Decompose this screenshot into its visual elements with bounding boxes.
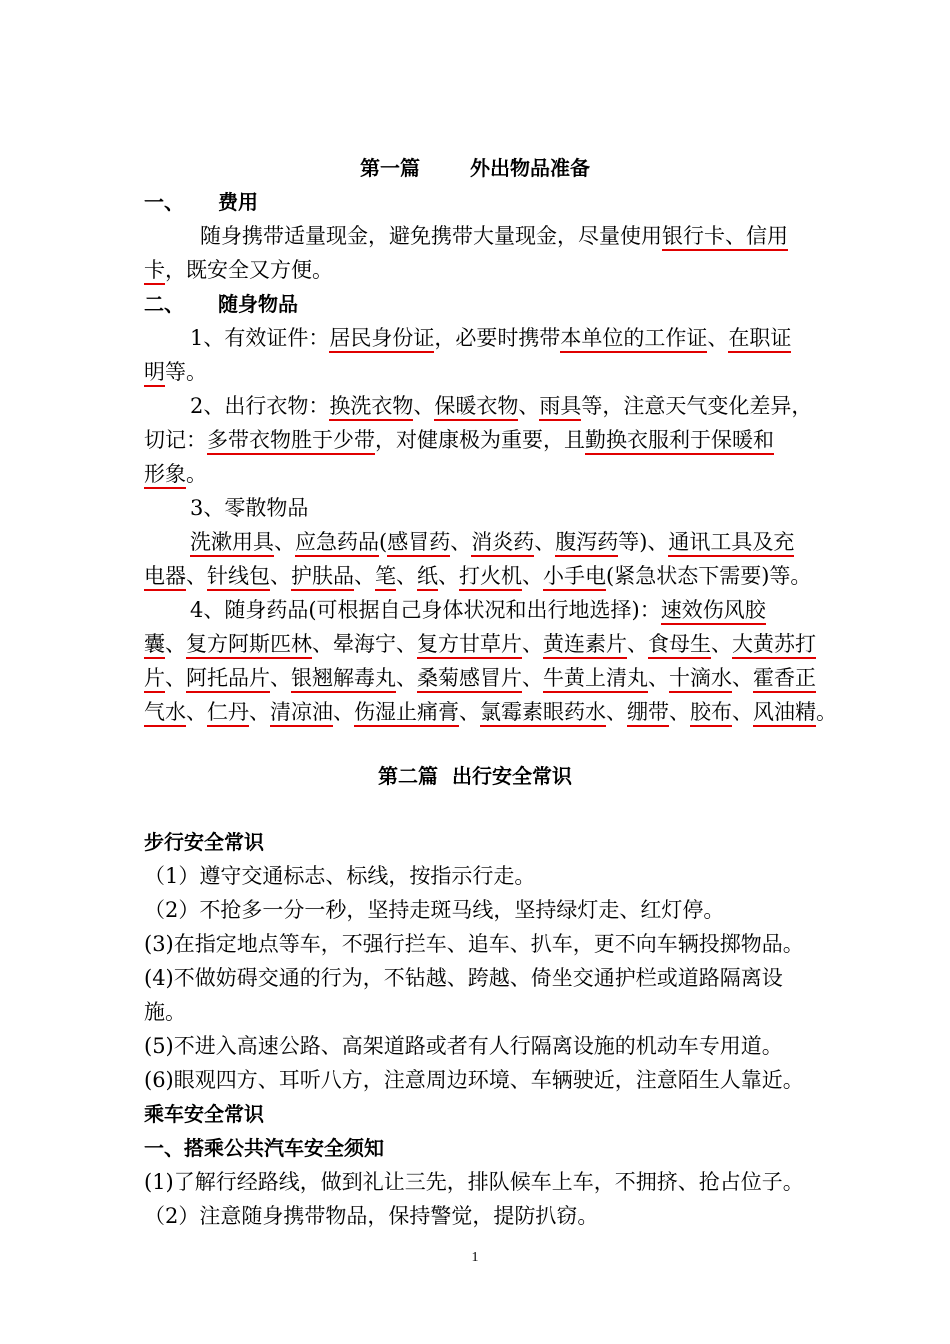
section-items-heading: 二、 随身物品	[144, 292, 298, 316]
walk-item: (5)不进入高速公路、高架道路或者有人行隔离设施的机动车专用道。	[144, 1034, 783, 1058]
walk-item-cont: 施。	[144, 1000, 186, 1024]
clothing-line1: 2、出行衣物：换洗衣物、保暖衣物、雨具等，注意天气变化差异，	[190, 390, 814, 422]
walk-item: (6)眼观四方、耳听八方，注意周边环境、车辆驶近，注意陌生人靠近。	[144, 1068, 804, 1092]
walk-safety-heading: 步行安全常识	[144, 830, 264, 854]
section-fees-heading: 一、 费用	[144, 190, 258, 214]
medicine-line1: 4、随身药品(可根据自己身体状况和出行地选择)：速效伤风胶	[190, 594, 814, 626]
ride-safety-heading: 乘车安全常识	[144, 1102, 264, 1126]
misc-items-line1: 洗漱用具、应急药品(感冒药、消炎药、腹泻药等)、通讯工具及充	[190, 526, 814, 558]
part2-heading: 第二篇 出行安全常识	[378, 764, 572, 788]
misc-items-line2: 电器、针线包、护肤品、笔、纸、打火机、小手电(紧急状态下需要)等。	[144, 560, 814, 592]
walk-item: （1）遵守交通标志、标线，按指示行走。	[144, 864, 536, 888]
bus-safety-subheading: 一、搭乘公共汽车安全须知	[144, 1136, 384, 1160]
id-docs-line1: 1、有效证件：居民身份证，必要时携带本单位的工作证、在职证	[190, 322, 814, 354]
misc-items-heading: 3、零散物品	[190, 496, 309, 520]
walk-item: （2）不抢多一分一秒，坚持走斑马线，坚持绿灯走、红灯停。	[144, 898, 725, 922]
ride-item: (1)了解行经路线，做到礼让三先，排队候车上车，不拥挤、抢占位子。	[144, 1170, 804, 1194]
clothing-line2: 切记：多带衣物胜于少带，对健康极为重要，且勤换衣服利于保暖和	[144, 424, 814, 456]
fees-para-line1: 随身携带适量现金，避免携带大量现金，尽量使用银行卡、信用	[200, 220, 814, 252]
walk-item: (3)在指定地点等车，不强行拦车、追车、扒车，更不向车辆投掷物品。	[144, 932, 804, 956]
medicine-line3: 片、阿托品片、银翘解毒丸、桑菊感冒片、牛黄上清丸、十滴水、霍香正	[144, 662, 814, 694]
part1-heading: 第一篇 外出物品准备	[360, 156, 590, 180]
clothing-line3: 形象。	[144, 458, 814, 490]
walk-item: (4)不做妨碍交通的行为，不钻越、跨越、倚坐交通护栏或道路隔离设	[144, 966, 783, 990]
id-docs-line2: 明等。	[144, 356, 814, 388]
fees-para-line2: 卡，既安全又方便。	[144, 254, 814, 286]
medicine-line4: 气水、仁丹、清凉油、伤湿止痛膏、氯霉素眼药水、绷带、胶布、风油精。	[144, 696, 814, 728]
page-number: 1	[471, 1250, 479, 1265]
ride-item: （2）注意随身携带物品，保持警觉，提防扒窃。	[144, 1204, 599, 1228]
medicine-line2: 囊、复方阿斯匹林、晕海宁、复方甘草片、黄连素片、食母生、大黄苏打	[144, 628, 814, 660]
